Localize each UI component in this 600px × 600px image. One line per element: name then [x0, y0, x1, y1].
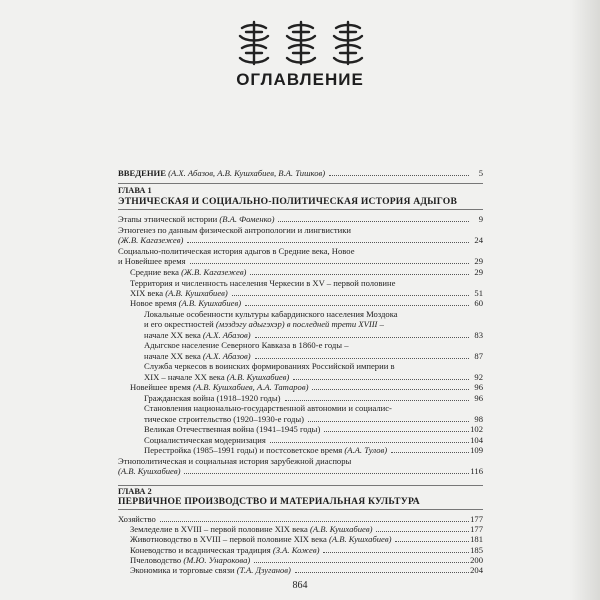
toc-page-number: 102: [470, 424, 483, 434]
leader-dots: [395, 541, 469, 542]
toc-entry[interactable]: [118, 225, 483, 235]
toc-entry[interactable]: [118, 393, 483, 403]
toc-entry[interactable]: [118, 456, 483, 466]
adyghe-ornament-icon: [236, 20, 272, 66]
leader-dots: [308, 421, 469, 422]
section-divider: [118, 183, 483, 184]
toc-entry[interactable]: [118, 278, 483, 288]
toc-entry-label: начале XX века: [144, 330, 201, 340]
toc-entry-label: Перестройка (1985–1991 годы) и постсоветское время: [144, 445, 343, 455]
toc-page-number: 104: [470, 435, 483, 445]
leader-dots: [295, 572, 469, 573]
leader-dots: [160, 521, 469, 522]
toc-entry[interactable]: [118, 267, 483, 277]
toc-page-number: 96: [474, 382, 483, 392]
leader-dots: [312, 389, 469, 390]
chapter-title: ПЕРВИЧНОЕ ПРОИЗВОДСТВО И МАТЕРИАЛЬНАЯ КУЛЬТУРА: [118, 496, 420, 507]
toc-page-number: 5: [478, 168, 483, 178]
toc-entry[interactable]: [118, 235, 483, 245]
toc-entry-label: Великая Отечественная война (1941–1945 годы): [144, 424, 321, 434]
toc-page-number: 177: [470, 514, 483, 524]
toc-entry[interactable]: [118, 403, 483, 413]
section-divider: [118, 509, 483, 510]
toc-entry[interactable]: [118, 319, 483, 329]
toc-entry-label: Земледелие в XVIII – первой половине XIX века: [130, 524, 308, 534]
toc-page-number: 185: [470, 545, 483, 555]
toc-entry[interactable]: [118, 361, 483, 371]
leader-dots: [190, 263, 469, 264]
page-edge-shadow: [570, 0, 600, 600]
toc-entry-authors: (З.А. Кожев): [270, 545, 320, 555]
toc-entry-authors: (мэздэгу адыгэхэр) в последней трети XVIII –: [213, 319, 384, 329]
toc-entry[interactable]: [118, 534, 483, 544]
toc-page-number: 204: [470, 565, 483, 575]
toc-entry-label: Пчеловодство: [130, 555, 182, 565]
leader-dots: [323, 552, 469, 553]
leader-dots: [184, 473, 469, 474]
toc-entry-authors: (В.А. Фоменко): [217, 214, 275, 224]
toc-entry[interactable]: [118, 309, 483, 319]
toc-entry-authors: (А.Х. Абазов, А.В. Кушхабиев, В.А. Тишков): [168, 168, 326, 178]
adyghe-ornament-icon: [330, 20, 366, 66]
toc-entry-label: Этапы этнической истории: [118, 214, 218, 224]
toc-page-number: 181: [470, 534, 483, 544]
toc-entry-label: Служба черкесов в воинских формированиях Российской империи в: [144, 361, 395, 371]
toc-page-number: 92: [474, 372, 483, 382]
toc-entry[interactable]: [118, 545, 483, 555]
toc-entry-authors: (А.В. Кушхабиев): [224, 372, 290, 382]
toc-entry-authors: (А.Х. Абазов): [200, 330, 251, 340]
toc-page-number: 116: [470, 466, 483, 476]
toc-entry-label: Экономика и торговые связи: [130, 565, 235, 575]
toc-page-number: 60: [474, 298, 483, 308]
toc-entry-label: Новейшее время: [130, 382, 191, 392]
toc-entry-label: Этнополитическая и социальная история зарубежной диаспоры: [118, 456, 352, 466]
toc-entry[interactable]: [118, 330, 483, 340]
toc-entry-label: начале XX века: [144, 351, 201, 361]
toc-entry-label: Адыгское население Северного Кавказа в 1860-е годы –: [144, 340, 349, 350]
leader-dots: [391, 452, 469, 453]
toc-entry-authors: (А.В. Кушхабиев): [307, 524, 373, 534]
toc-entry-label: Становления национально-государственной автономии и социалис-: [144, 403, 392, 413]
toc-entry-label: Гражданская война (1918–1920 годы): [144, 393, 281, 403]
toc-page-number: 177: [470, 524, 483, 534]
section-divider: [118, 209, 483, 210]
toc-entry[interactable]: [118, 340, 483, 350]
toc-entry-label: Этногенез по данным физической антропологии и лингвистики: [118, 225, 351, 235]
toc-entry-label: Коневодство и всадническая традиция: [130, 545, 271, 555]
leader-dots: [293, 379, 469, 380]
page-number: 864: [292, 580, 308, 591]
chapter-heading: ГЛАВА 2: [118, 487, 152, 496]
toc-entry[interactable]: [118, 445, 483, 455]
toc-page-number: 109: [470, 445, 483, 455]
toc-entry-authors: (А.В. Кушхабиев): [326, 534, 392, 544]
toc-page-number: 83: [474, 330, 483, 340]
toc-page-number: 24: [474, 235, 483, 245]
toc-entry[interactable]: [118, 424, 483, 434]
toc-page-number: 87: [474, 351, 483, 361]
toc-entry-authors: (М.Ю. Унарокова): [181, 555, 251, 565]
toc-entry[interactable]: [118, 514, 483, 524]
leader-dots: [250, 274, 469, 275]
toc-page-number: 96: [474, 393, 483, 403]
toc-entry[interactable]: [118, 555, 483, 565]
toc-entry-authors: (А.Х. Абазов): [200, 351, 251, 361]
leader-dots: [278, 221, 469, 222]
toc-page-number: 29: [474, 256, 483, 266]
toc-page-number: 98: [474, 414, 483, 424]
toc-entry-label: Локальные особенности культуры кабардинского населения Моздока: [144, 309, 398, 319]
leader-dots: [376, 531, 469, 532]
page-title: ОГЛАВЛЕНИЕ: [236, 70, 364, 89]
toc-entry-authors: (Ж.В. Кагазежев): [118, 235, 184, 245]
leader-dots: [187, 242, 469, 243]
toc-entry-label: Средние века: [130, 267, 179, 277]
toc-entry-label: Территория и численность населения Черкесии в XV – первой половине: [130, 278, 396, 288]
chapter-title: ЭТНИЧЕСКАЯ И СОЦИАЛЬНО-ПОЛИТИЧЕСКАЯ ИСТОРИЯ АДЫГОВ: [118, 196, 458, 207]
leader-dots: [245, 305, 469, 306]
toc-entry[interactable]: [118, 256, 483, 266]
toc-entry[interactable]: [118, 565, 483, 575]
toc-entry[interactable]: [118, 372, 483, 382]
toc-entry[interactable]: [118, 382, 483, 392]
leader-dots: [254, 562, 469, 563]
toc-entry-label: Социалистическая модернизация: [144, 435, 266, 445]
toc-entry-label: и Новейшее время: [118, 256, 186, 266]
toc-page-number: 9: [478, 214, 483, 224]
leader-dots: [232, 295, 469, 296]
toc-entry-authors: (Ж.В. Кагазежев): [178, 267, 247, 277]
toc-entry[interactable]: [118, 435, 483, 445]
toc-entry[interactable]: [118, 288, 483, 298]
toc-entry-label: XIX века: [130, 288, 164, 298]
toc-entry-label: XIX – начале XX века: [144, 372, 225, 382]
adyghe-ornament-icon: [283, 20, 319, 66]
toc-entry[interactable]: [118, 524, 483, 534]
section-divider: [118, 485, 483, 486]
leader-dots: [255, 358, 469, 359]
ornament-band: [236, 20, 366, 66]
leader-dots: [324, 431, 469, 432]
toc-entry[interactable]: [118, 298, 483, 308]
toc-entry-label: тическое строительство (1920–1930-е годы): [144, 414, 305, 424]
leader-dots: [255, 337, 469, 338]
toc-entry-label: Социально-политическая история адыгов в Средние века, Новое: [118, 246, 355, 256]
toc-entry-authors: (А.В. Кушхабиев): [118, 466, 181, 476]
toc-entry-authors: (А.В. Кушхабиев, А.А. Татаров): [190, 382, 309, 392]
toc-page-number: 200: [470, 555, 483, 565]
toc-entry[interactable]: [118, 466, 483, 476]
toc-entry-label: Животноводство в XVIII – первой половине XIX века: [130, 534, 327, 544]
toc-entry[interactable]: [118, 246, 483, 256]
toc-entry[interactable]: [118, 351, 483, 361]
leader-dots: [285, 400, 469, 401]
toc-entry-label: ВВЕДЕНИЕ: [118, 168, 166, 178]
toc-entry-authors: (Т.А. Дзуганов): [234, 565, 291, 575]
toc-entry-authors: (А.В. Кушхабиев): [163, 288, 228, 298]
toc-entry-label: Хозяйство: [118, 514, 156, 524]
toc-page-number: 29: [474, 267, 483, 277]
toc-entry[interactable]: [118, 414, 483, 424]
chapter-heading: ГЛАВА 1: [118, 186, 152, 195]
toc-entry-authors: (А.А. Тулов): [342, 445, 388, 455]
toc-entry-label: Новое время: [130, 298, 177, 308]
toc-entry[interactable]: [118, 214, 483, 224]
toc-entry-authors: (А.В. Кушхабиев): [176, 298, 242, 308]
leader-dots: [270, 442, 469, 443]
toc-page-number: 51: [474, 288, 483, 298]
toc-entry-intro[interactable]: [118, 168, 483, 178]
toc-entry-label: и его окрестностей: [144, 319, 214, 329]
